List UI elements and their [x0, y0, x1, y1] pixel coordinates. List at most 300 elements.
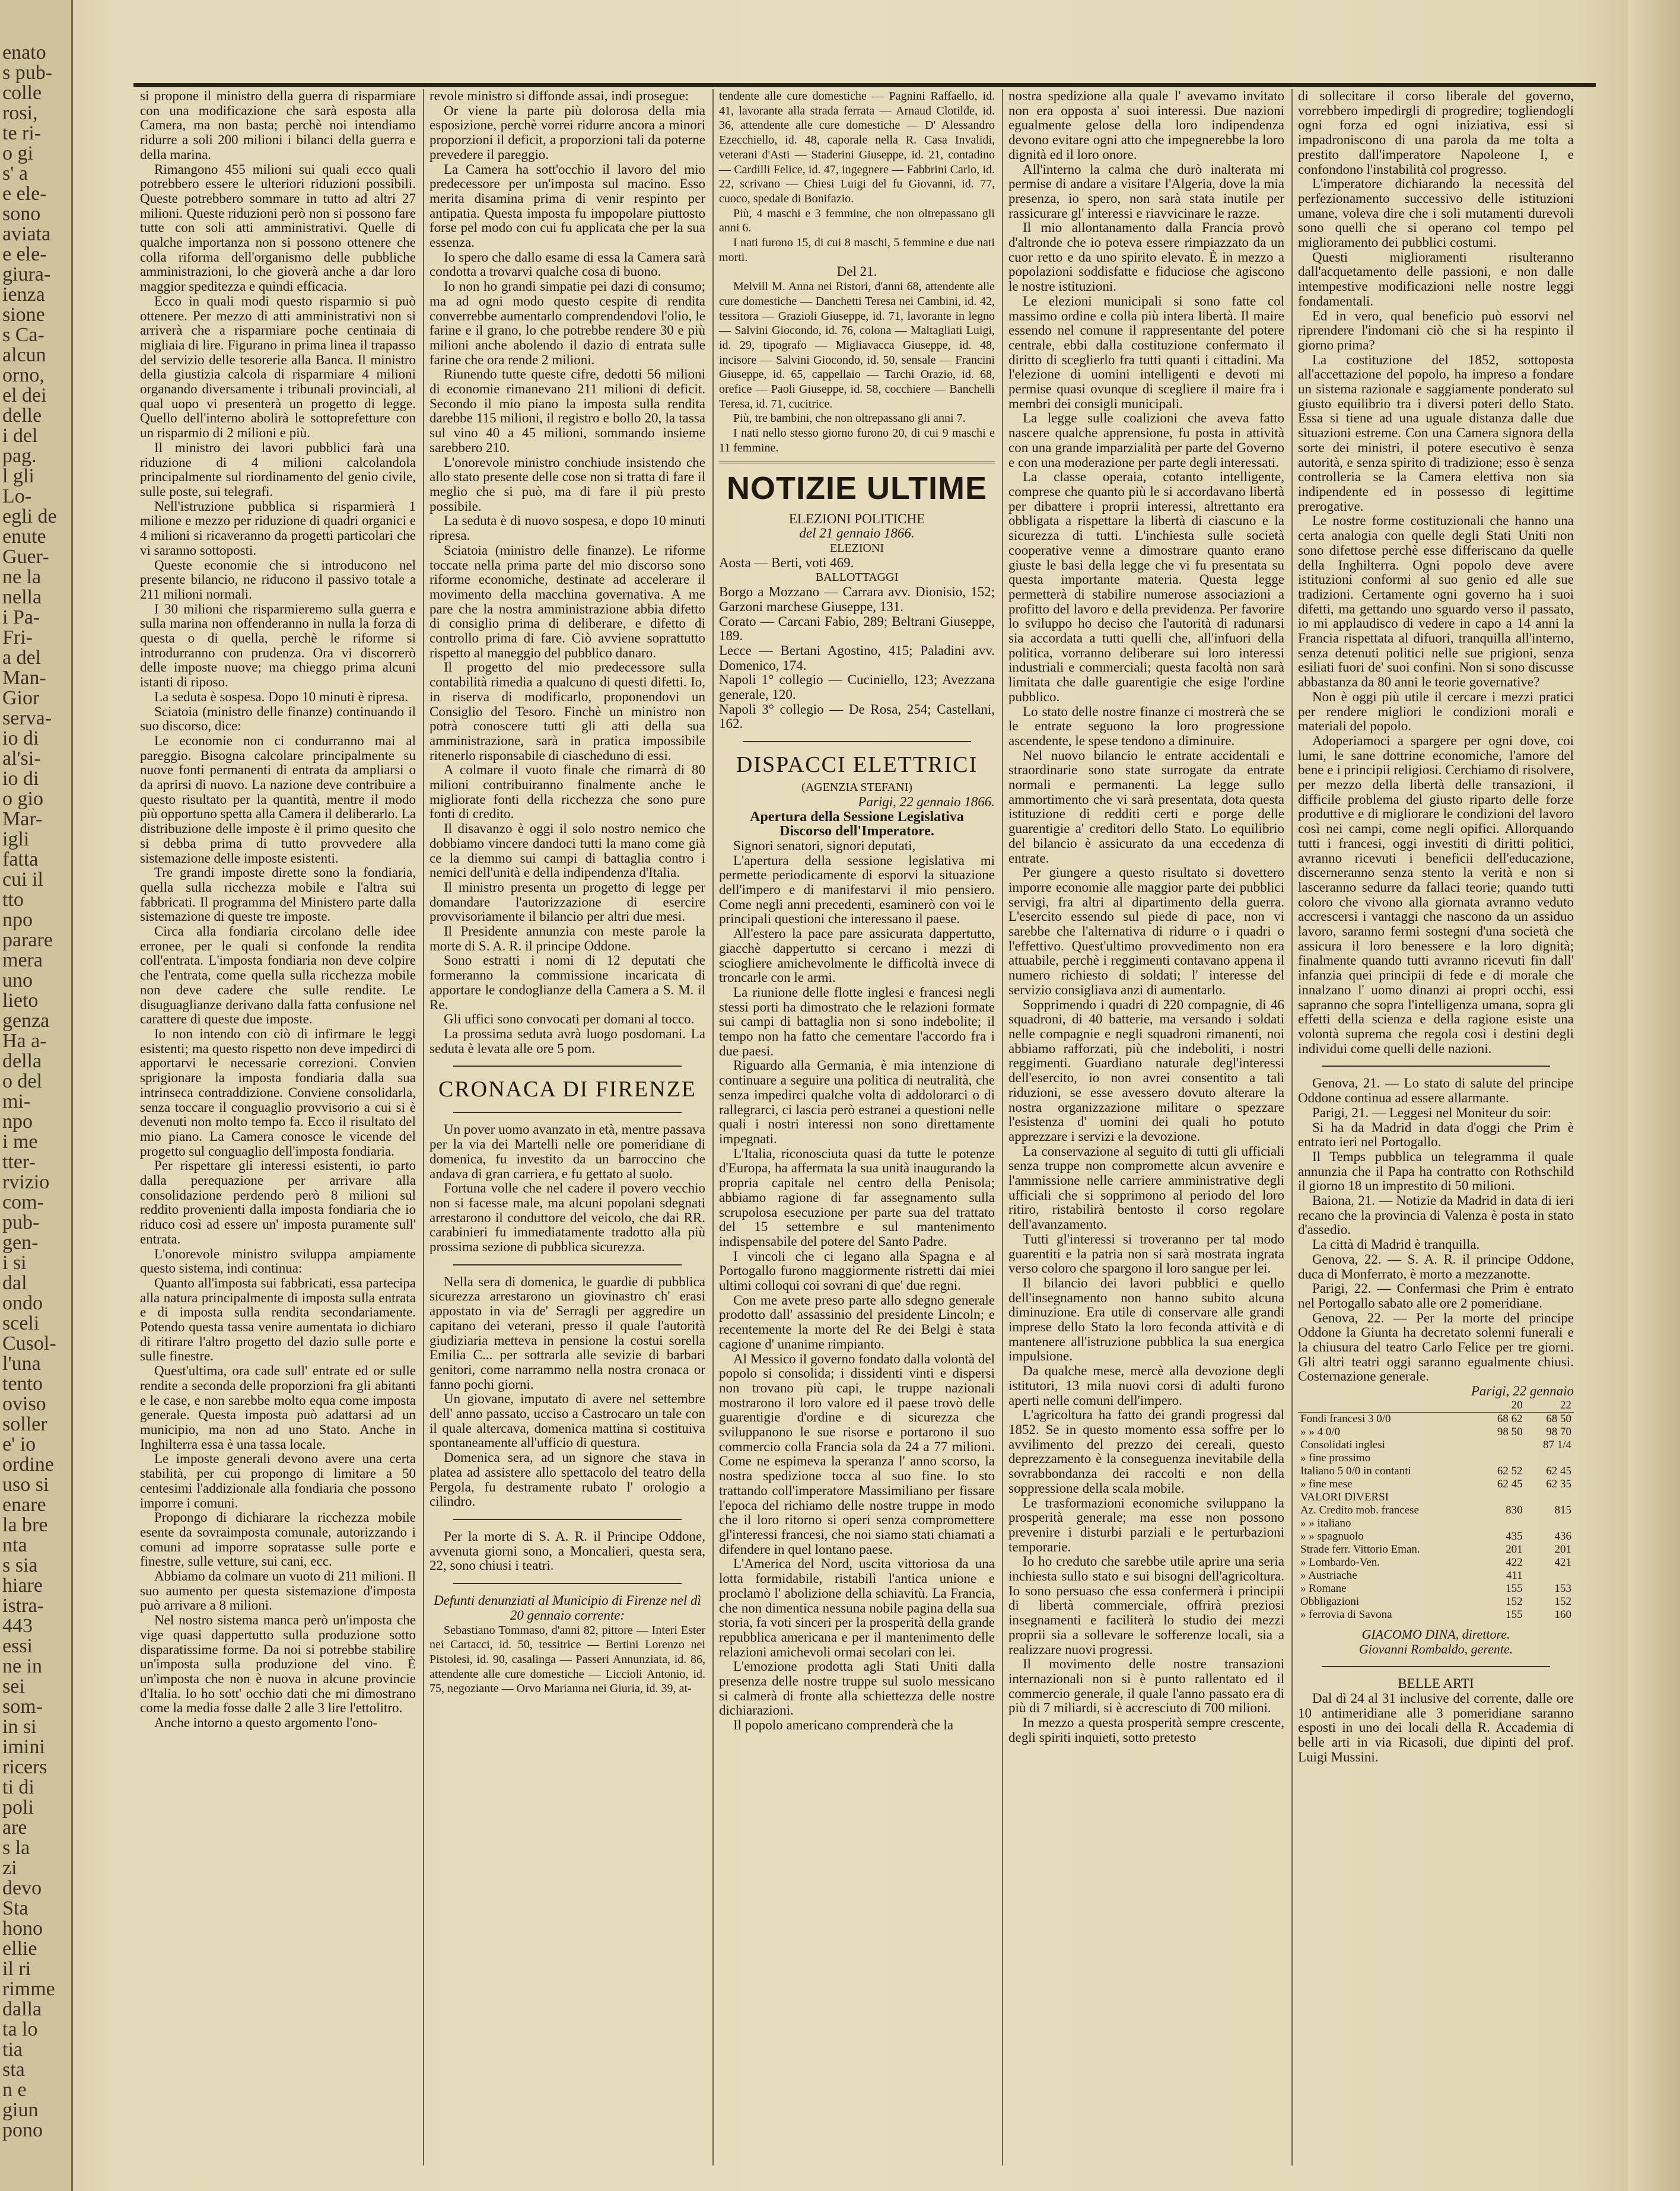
margin-fragment: Mar-: [2, 808, 43, 830]
margin-fragment: uso si: [2, 1474, 49, 1496]
centered-line: ELEZIONI POLITICHE: [788, 511, 925, 526]
table-cell: [1481, 1517, 1525, 1530]
paragraph: Io ho creduto che sarebbe utile aprire una seria inchiesta sullo stato e sui bisogni dell'agricoltura. Io sono persuaso che essa confermerà i principii di libertà commerciale, offrirà preziosi insegnamenti e faciliterà lo studio dei mezzi proprii sia a sollevare le sofferenze locali, sia a realizzare nuovi progressi.: [1008, 1554, 1284, 1657]
table-cell: 62 45: [1546, 1464, 1571, 1477]
margin-fragment: ti di: [2, 1776, 34, 1798]
paragraph: Baiona, 21. — Notizie da Madrid in data di ieri recano che la provincia di Valenza è posta in stato d'assedio.: [1298, 1193, 1574, 1238]
margin-fragment: i del: [2, 425, 38, 447]
margin-fragment: colle: [2, 82, 42, 104]
table-row: [1298, 1569, 1574, 1582]
margin-fragment: tter-: [2, 1151, 36, 1173]
margin-fragment: l gli: [2, 465, 34, 487]
paragraph: Più, 4 maschi e 3 femmine, che non oltrepassano gli anni 6.: [719, 206, 995, 235]
paragraph: Il bilancio dei lavori pubblici e quello dell'insegnamento non hanno subito alcuna diminuzione. Era utile di conservare alle grandi imprese dello Stato la loro feconda attività e di mantenere all'istruzione pubblica la sua energica impulsione.: [1008, 1275, 1284, 1364]
table-cell: » ferrovia di Savona: [1300, 1608, 1392, 1621]
table-cell: Obbligazioni: [1300, 1595, 1360, 1608]
paragraph: Più, tre bambini, che non oltrepassano gli anni 7.: [733, 412, 966, 425]
margin-fragment: pono: [2, 2119, 43, 2141]
margin-fragment: com-: [2, 1191, 44, 1213]
margin-fragment: della: [2, 1050, 42, 1072]
margin-fragment: 443: [2, 1615, 33, 1637]
margin-fragment: soller: [2, 1413, 47, 1435]
paragraph: Quanto all'imposta sui fabbricati, essa partecipa alla natura principalmente di imposta sulla entrata e di imposta sulla rendita secondariamente. Potendo questa tassa venire aumentata io dichiaro di ritirare l'altro progetto del dazio sulle porte e sulle finestre.: [140, 1275, 416, 1364]
margin-fragment: al'si-: [2, 748, 41, 769]
paragraph: Sopprimendo i quadri di 220 compagnie, di 46 squadroni, di 40 batterie, ma versando i soldati nelle compagnie e negli squadroni rimanenti, noi abbiamo rafforzati, più che indeboliti, i nostri reggimenti. Guardiano naturale degl'interessi dell'esercito, io non avrei consentito a tali riduzioni, se esse avessero dovuto alterare la nostra organizzazione militare o spezzare l'esistenza d' uomini dei quali ho potuto apprezzare i servizi e la devozione.: [1008, 997, 1284, 1144]
paragraph: La città di Madrid è tranquilla.: [1312, 1237, 1480, 1252]
table-row: [1298, 1517, 1574, 1530]
table-cell: 155: [1506, 1582, 1523, 1595]
margin-fragment: parare: [2, 929, 53, 951]
paragraph: Melvill M. Anna nei Ristori, d'anni 68, attendente alle cure domestiche — Danchetti Teresa nei Cambini, id. 42, tessitora — Grazioli Giuseppe, id. 71, lavorante in legno — Salvini Giocondo, id. 76, colona — Maltagliati Luigi, id. 29, tipografo — Migliavacca Giuseppe, id. 48, incisore — Salvini Giocondo, id. 50, sensale — Francini Giuseppe, id. 65, cappellaio — Tarchi Orazio, id. 68, orefice — Paoli Giuseppe, id. 58, cocchiere — Banchelli Teresa, id. 71, cucitrice.: [719, 280, 995, 411]
paragraph: L'agricoltura ha fatto dei grandi progressi dal 1852. Se in questo momento essa soffre per lo avvilimento del prezzo dei cereali, questo deprezzamento è la conseguenza inevitabile della sovrabbondanza dei raccolti e non della soppressione della scala mobile.: [1008, 1407, 1284, 1496]
table-header-cell: [1298, 1399, 1481, 1413]
margin-fragment: rimme: [2, 1978, 55, 2000]
paragraph: I nati nello stesso giorno furono 20, di cui 9 maschi e 11 femmine.: [719, 427, 995, 454]
paragraph: Un pover uomo avanzato in età, mentre passava per la via dei Martelli nelle ore pomeridiane di domenica, fu investito da un barroccino che andava di gran carriera, e fu gettato al suolo.: [429, 1122, 705, 1181]
table-cell: 98 70: [1546, 1425, 1571, 1438]
paragraph: Per rispettare gli interessi esistenti, io parto dalla perequazione per arrivare alla consolidazione perdendo però 8 milioni sul reddito provenienti dalla imposta fondiaria che io riduco così ad essere un' imposta puramente sull' entrata.: [140, 1158, 416, 1246]
paragraph: Aosta — Berti, voti 469.: [719, 555, 854, 570]
margin-fragment: hono: [2, 1917, 43, 1939]
paragraph: Or viene la parte più dolorosa della mia esposizione, perchè vorrei ridurre ancora a minori proporzioni il deficit, a proporzioni tali da poterne prevedere il pareggio.: [429, 103, 705, 162]
article-column-4: [1008, 89, 1284, 1745]
small-caption: ELEZIONI: [829, 541, 884, 555]
paragraph: Le imposte generali devono avere una certa stabilità, per cui propongo di limitare a 50 centesimi l'addizionale alla fondiaria che possono imporre i comuni.: [140, 1451, 416, 1511]
paragraph: Il ministro dei lavori pubblici farà una riduzione di 4 milioni calcolandola principalmente sul riordinamento del genio civile, sulle poste, sui telegrafi.: [140, 440, 416, 499]
paragraph: Io non ho grandi simpatie pei dazi di consumo; ma ad ogni modo questo cespite di rendita converrebbe aumentarlo comprendendovi l'olio, le farine e il grano, lo che potrebbe rendere 30 e più milioni anche abolendo il dazio di entrata sulle farine che ora rende 2 milioni.: [429, 279, 705, 367]
section-rule: [453, 1519, 682, 1520]
paragraph: Quest'ultima, ora cade sull' entrate ed or sulle rendite a seconda delle proporzioni fra gli abitanti e le case, e non sarebbe molto equa come imposta generale. Questa imposta può adattarsi ad un municipio, ma non ad uno Stato. Anche in Inghilterra essa è una tassa locale.: [140, 1363, 416, 1452]
paragraph: La riunione delle flotte inglesi e francesi negli stessi porti ha dimostrato che le relazioni formate sui campi di battaglia non si sono indebolite; il tempo non ha fatto che cementare l'accordo fra i due paesi.: [719, 984, 995, 1058]
table-row: [1298, 1543, 1574, 1556]
paragraph: Napoli 3° collegio — De Rosa, 254; Castellani, 162.: [719, 701, 995, 732]
paragraph: Sciatoia (ministro delle finanze). Le riforme toccate nella prima parte del mio discorso sono riforme economiche, destinate ad accelerare il movimento della macchina governativa. A me pare che la nostra amministrazione abbia difetto di consiglio prima di deliberare, e difetto di controllo prima di fare. Ciò avviene soprattutto rispetto al maneggio del pubblico danaro.: [429, 542, 705, 660]
table-cell: Strade ferr. Vittorio Eman.: [1300, 1543, 1420, 1556]
margin-fragment: devo: [2, 1877, 42, 1899]
margin-fragment: e ele-: [2, 183, 47, 205]
director-line: GIACOMO DINA, direttore.: [1361, 1626, 1510, 1642]
margin-fragment: pub-: [2, 1211, 40, 1233]
paragraph: All'interno la calma che durò inalterata mi permise di andare a visitare l'Algeria, dove la mia presenza, io spero, non sarà stata inutile per rassicurare gl' interessi e riavvicinare le razze.: [1008, 161, 1284, 221]
margin-fragment: are: [2, 1817, 27, 1839]
table-row: [1298, 1452, 1574, 1465]
paragraph: nostra spedizione alla quale l' avevamo invitato non era opposta a' suoi interessi. Due nazioni egualmente gelose della loro indipendenza devono evitare ogni atto che impegnerebbe la loro dignità ed il loro onore.: [1008, 88, 1284, 162]
margin-fragment: s' a: [2, 163, 28, 185]
table-cell: » Lombardo-Ven.: [1300, 1556, 1380, 1569]
margin-fragment: pag.: [2, 445, 37, 467]
editor-signature: [1298, 1627, 1574, 1656]
section-rule: [453, 1112, 682, 1113]
margin-fragment: zi: [2, 1857, 17, 1879]
paragraph: Il disavanzo è oggi il solo nostro nemico che dobbiamo vincere dandoci tutti la mano come già ce la diemmo sui campi di battaglia contro i nemici dell'unità e della indipendenza d'Italia.: [429, 821, 705, 880]
subheading: Apertura della Sessione Legislativa: [750, 809, 964, 825]
margin-fragment: io di: [2, 727, 39, 749]
table-header-row: [1298, 1399, 1574, 1413]
paragraph: Domenica sera, ad un signore che stava in platea ad assistere allo spettacolo del teatro della Pergola, fu destramente rubato l' orologio a cilindro.: [429, 1450, 705, 1509]
paragraph: tendente alle cure domestiche — Pagnini Raffaello, id. 41, lavorante alla strada ferrata — Arnaud Clotilde, id. 36, attendente alle cure domestiche — D' Alessandro Ezecchiello, id. 48, caporale nella R. Casa Invalidi, veterani d'Asti — Staderini Giuseppe, id. 21, contadino — Cardilli Felice, id. 47, ingegnere — Fabbrini Carlo, id. 22, scrivano — Chiesi Luigi del fu Giovanni, id. 77, cuoco, spedale di Bonifazio.: [719, 90, 995, 205]
paragraph: Sciatoia (ministro delle finanze) continuando il suo discorso, dice:: [140, 704, 416, 734]
margin-fragment: te ri-: [2, 122, 42, 144]
table-cell: 201: [1506, 1543, 1523, 1556]
paragraph: Per la morte di S. A. R. il Principe Oddone, avvenuta giorni sono, a Moncalieri, questa sera, 22, sono chiusi i teatri.: [429, 1528, 705, 1573]
manager-line: Giovanni Rombaldo, gerente.: [1358, 1641, 1513, 1656]
paragraph: Corato — Carcani Fabio, 289; Beltrani Giuseppe, 189.: [719, 613, 995, 644]
table-cell: [1481, 1452, 1525, 1465]
paragraph: Napoli 1° collegio — Cuciniello, 123; Avezzana generale, 120.: [719, 672, 995, 702]
table-cell: 62 52: [1497, 1464, 1523, 1477]
margin-fragment: oviso: [2, 1393, 46, 1415]
table-cell: 62 35: [1546, 1477, 1571, 1490]
subheading: Discorso dell'Imperatore.: [779, 823, 934, 839]
margin-fragment: enute: [2, 526, 46, 548]
table-row: [1298, 1582, 1574, 1595]
margin-fragment: Sta: [2, 1897, 28, 1919]
margin-fragment: Cusol-: [2, 1333, 56, 1354]
paragraph: di sollecitare il corso liberale del governo, vorrebbero impedirgli di progredire; togliendogli ogni forza ed ogni iniziativa, essi si impadroniscono di una parola da me tolta a prestito dall'imperatore Napoleone I, e confondono l'instabilità col progresso.: [1298, 88, 1574, 177]
section-rule: [453, 1066, 682, 1067]
column-divider: [423, 89, 424, 2165]
margin-fragment: rvizio: [2, 1171, 50, 1193]
table-cell: 422: [1506, 1556, 1523, 1569]
margin-fragment: il ri: [2, 1958, 31, 1980]
paragraph: L'Italia, riconosciuta quasi da tutte le potenze d'Europa, ha affermata la sua unità inaugurando la propria capitale nel centro della Penisola; abbiamo ragione di far assegnamento sulla scrupolosa esecuzione per parte sua del trattato del 15 settembre e sul mantenimento indispensabile del potere del Santo Padre.: [719, 1146, 995, 1249]
paragraph: Un giovane, imputato di avere nel settembre dell' anno passato, ucciso a Castrocaro un tale con il quale altercava, domenica mattina si costituiva spontaneamente all'ufficio di questura.: [429, 1391, 705, 1451]
margin-fragment: ienza: [2, 284, 45, 306]
paragraph: Il movimento delle nostre transazioni internazionali non si è punto rallentato ed il commercio generale, il quale l'anno passato era di più di 7 miliardi, si è accresciuto di 700 milioni.: [1008, 1656, 1284, 1716]
paragraph: Abbiamo da colmare un vuoto di 211 milioni. Il suo aumento per questa sistemazione d'imposta può arrivare a 8 milioni.: [140, 1569, 416, 1613]
table-cell: » fine prossimo: [1300, 1451, 1371, 1464]
paragraph: Queste economie che si introducono nel presente bilancio, ne riducono il passivo totale a 211 milioni normali.: [140, 557, 416, 602]
paragraph: Borgo a Mozzano — Carrara avv. Dionisio, 152; Garzoni marchese Giuseppe, 131.: [719, 584, 995, 614]
margin-fragment: npo: [2, 909, 33, 931]
margin-fragment: o gio: [2, 788, 43, 810]
paragraph: L'emozione prodotta agli Stati Uniti dalla presenza delle nostre truppe sul suolo messicano si calmerà di fronte alla schiettezza delle nostre dichiarazioni.: [719, 1659, 995, 1718]
table-cell: [1481, 1439, 1525, 1452]
table-cell: 153: [1554, 1582, 1571, 1595]
paragraph: Parigi, 22. — Confermasi che Prim è entrato nel Portogallo sabato alle ore 2 pomeridiane.: [1298, 1281, 1574, 1311]
margin-fragment: e' io: [2, 1433, 36, 1455]
table-row: [1298, 1491, 1574, 1504]
margin-fragment: i si: [2, 1252, 27, 1274]
margin-fragment: sceli: [2, 1312, 40, 1334]
margin-fragment: o gi: [2, 142, 33, 164]
paragraph: La conservazione al seguito di tutti gli ufficiali senza truppe non compromette alcun avvenire e l'ammissione nelle carriere amministrative degli ufficiali che si sopprimono al periodo del loro ritiro, ristabilirà bentosto il corso regolare dell'avanzamento.: [1008, 1143, 1284, 1232]
paragraph: Parigi, 21. — Leggesi nel Moniteur du soir:: [1312, 1105, 1552, 1120]
table-header-cell: 20: [1481, 1399, 1525, 1413]
table-row: [1298, 1426, 1574, 1439]
paragraph: si propone il ministro della guerra di risparmiare con una modificazione che sarà esposta alla Camera, ma non basta; perchè noi intendiamo ridurre a soli 200 milioni i bilanci della guerra e della marina.: [140, 88, 416, 162]
margin-fragment: fatta: [2, 848, 39, 870]
table-cell: 68 62: [1497, 1412, 1523, 1425]
paragraph: Con me avete preso parte allo sdegno generale prodotto dall' assassinio del presidente Lincoln; e recentemente la morte del Re dei Belgi è stata cagione d' unanime rimpianto.: [719, 1292, 995, 1352]
paragraph: I vincoli che ci legano alla Spagna e al Portogallo furono maggiormente ristretti dai miei ultimi colloqui coi sovrani di que' due regni.: [719, 1248, 995, 1293]
margin-fragment: serva-: [2, 707, 52, 729]
paragraph: Nell'istruzione pubblica si risparmierà 1 milione e mezzo per riduzione di quadri organici e 4 milioni si ricaveranno da progetti particolari che vi saranno sottoposti.: [140, 498, 416, 558]
paragraph: Le economie non ci condurranno mai al pareggio. Bisogna calcolare principalmente su nuove fonti permanenti di entrata da ampliarsi o da aprirsi di nuovo. La nazione deve contribuire a questo risultato per la quantità, mentre il modo più opportuno spetta alla Camera il deliberarlo. La distribuzione delle imposte è il primo quesito che si debba prima di tutto provvedere alla sistemazione delle imposte esistenti.: [140, 733, 416, 866]
paragraph: Riunendo tutte queste cifre, dedotti 56 milioni di economie rimanevano 211 milioni di deficit. Secondo il mio piano la imposta sulla rendita darebbe 115 milioni, il registro e bollo 20, la tassa sul vino 40 a 45 milioni, sommando insieme sarebbero 210.: [429, 367, 705, 455]
margin-fragment: hiare: [2, 1575, 43, 1597]
table-cell: 421: [1554, 1556, 1571, 1569]
table-cell: 68 50: [1546, 1412, 1571, 1425]
article-column-1: [140, 89, 416, 1731]
section-heading: NOTIZIE ULTIME: [727, 470, 987, 506]
paragraph: Fortuna volle che nel cadere il povero vecchio non si facesse male, ma alcuni popolani sdegnati arrestarono il conduttore del veicolo, che dai RR. carabinieri fu immediatamente tradotto alla più prossima sezione di pubblica sicurezza.: [429, 1181, 705, 1255]
margin-fragment: mera: [2, 949, 43, 971]
margin-fragment: enato: [2, 42, 46, 63]
margin-fragment: ne la: [2, 566, 42, 588]
paragraph: La classe operaia, cotanto intelligente, comprese che quanto più le si accordavano libertà per dibattere i proprii interessi, altrettanto era obbligata a rispettare la libertà di ciascuno e la sicurezza di tutti. L'inchiesta sulle società cooperative venne a dimostrare quanto erano giuste le basi della legge che vi fu presentata su questa importante materia. Questa legge permetterà di stabilire numerose associazioni a profitto del lavoro e della previdenza. Per favorire lo sviluppo ho deciso che l'autorità di radunarsi sia accordata a tutti quelli che, all'infuori della politica, vorranno deliberare sui loro interessi industriali e commerciali; questa facoltà non sarà limitata che dalle guarentigie che esige l'ordine pubblico.: [1008, 469, 1284, 704]
paragraph: Io spero che dallo esame di essa la Camera sarà condotta a trovarvi qualche cosa di buono.: [429, 249, 705, 279]
paragraph: Gli uffici sono convocati per domani al tocco.: [444, 1012, 695, 1027]
table-row: [1298, 1478, 1574, 1491]
paragraph: Dal dì 24 al 31 inclusive del corrente, dalle ore 10 antimeridiane alle 3 pomeridiane saranno esposti in uno dei locali della R. Accademia di belle arti in via Ricasoli, due dipinti del prof. Luigi Mussini.: [1298, 1690, 1574, 1764]
table-cell: [1525, 1517, 1574, 1530]
paragraph: Lo stato delle nostre finanze ci mostrerà che se le entrate seguono la loro progressione ascendente, le spese tendono a diminuire.: [1008, 704, 1284, 748]
paragraph: Le trasformazioni economiche sviluppano la prosperità generale; ma esse non possono prevenire i disturbi parziali e le perturbazioni temporarie.: [1008, 1495, 1284, 1554]
margin-fragment: cui il: [2, 869, 43, 891]
section-rule: [1322, 1066, 1550, 1067]
margin-fragment: Guer-: [2, 546, 49, 568]
margin-fragment: orno,: [2, 364, 44, 386]
table-cell: VALORI DIVERSI: [1300, 1490, 1389, 1503]
table-row: [1298, 1530, 1574, 1543]
table-cell: 160: [1554, 1608, 1571, 1621]
small-caption: BALLOTTAGGI: [815, 571, 899, 584]
paragraph: La legge sulle coalizioni che aveva fatto nascere qualche apprensione, fu posta in attività con una grande imparzialità per parte del Governo e con una moderazione per parte degli interessati.: [1008, 411, 1284, 470]
margin-fragment: poli: [2, 1796, 34, 1818]
table-row: [1298, 1439, 1574, 1452]
paragraph: L'America del Nord, uscita vittoriosa da una lotta formidabile, ristabilì l'antica unione e proclamò l' abolizione della schiavitù. La Francia, che non dimentica nessuna nobile pagina della sua storia, fa voti sinceri per la prosperità della grande repubblica americana e per il mantenimento delle relazioni amichevoli ormai secolari con lei.: [719, 1556, 995, 1659]
paragraph: A colmare il vuoto finale che rimarrà di 80 milioni contribuiranno finalmente anche le migliorate fonti della ricchezza che sono pure fonti di credito.: [429, 762, 705, 822]
paragraph: In mezzo a questa prosperità sempre crescente, degli spiriti inquieti, sotto pretesto: [1008, 1715, 1284, 1745]
paragraph: Io non intendo con ciò di infirmare le leggi esistenti; ma questo rispetto non deve impedirci di apportarvi le necessarie correzioni. Convien sprigionare la imposta fondiaria dalla sua intrinseca contraddizione. Conviene consolidarla, senza toccare il conguaglio provvisorio a cui si è devenuti non molto tempo fa. Ecco il risultato del mio piano. La Camera conosce le vicende del progetto sul conguaglio dell'imposta fondiaria.: [140, 1026, 416, 1159]
margin-fragment: uno: [2, 969, 33, 991]
margin-fragment: ta lo: [2, 2018, 38, 2040]
small-caption: (AGENZIA STEFANI): [801, 781, 912, 794]
table-cell: [1525, 1569, 1574, 1582]
table-cell: Consolidati inglesi: [1300, 1438, 1386, 1451]
table-row: [1298, 1412, 1574, 1426]
section-heading: CRONACA DI FIRENZE: [438, 1077, 697, 1102]
paragraph: Si ha da Madrid in data d'oggi che Prim è entrato ieri nel Portogallo.: [1298, 1120, 1574, 1150]
margin-fragment: el dei: [2, 384, 47, 406]
paragraph: revole ministro si diffonde assai, indi prosegue:: [429, 88, 689, 103]
table-header-cell: 22: [1525, 1399, 1574, 1413]
table-cell: 411: [1506, 1569, 1523, 1582]
table-cell: 152: [1554, 1595, 1571, 1608]
margin-fragment: ellie: [2, 1938, 37, 1960]
margin-fragment: s Ca-: [2, 324, 44, 346]
dateline: Parigi, 22 gennaio: [1471, 1384, 1574, 1399]
paragraph: L'onorevole ministro conchiude insistendo che allo stato presente delle cose non si tratta di fare il meglio che si può, ma di fare il più presto possibile.: [429, 454, 705, 514]
table-row: [1298, 1504, 1574, 1517]
article-column-2: [429, 89, 705, 1696]
column-divider: [1002, 89, 1003, 2165]
margin-fragment: giura-: [2, 263, 51, 285]
margin-fragment: dal: [2, 1272, 27, 1294]
table-cell: 436: [1554, 1529, 1571, 1543]
dateline: Parigi, 22 gennaio 1866.: [858, 794, 995, 809]
column-divider: [712, 89, 714, 2165]
paragraph: L'onorevole ministro sviluppa ampiamente questo sistema, indi continua:: [140, 1246, 416, 1276]
margin-fragment: imini: [2, 1736, 45, 1758]
margin-fragment: enare: [2, 1494, 46, 1516]
table-cell: 830: [1506, 1503, 1523, 1516]
page-edge: [1628, 0, 1680, 2191]
margin-fragment: tento: [2, 1373, 43, 1395]
table-cell: 87 1/4: [1542, 1438, 1571, 1451]
table-cell: » » 4 0/0: [1300, 1425, 1341, 1438]
paragraph: La prossima seduta avrà luogo posdomani. La seduta è levata alle ore 5 pom.: [429, 1026, 705, 1056]
paragraph: Sono estratti i nomi di 12 deputati che formeranno la commissione incaricata di apportare le condoglianze della Camera a S. M. il Re.: [429, 953, 705, 1012]
paragraph: Il Presidente annunzia con meste parole la morte di S. A. R. il principe Oddone.: [429, 924, 705, 953]
paragraph: La costituzione del 1852, sottoposta all'accettazione del popolo, ha impreso a fondare un sistema razionale e saggiamente ponderato sul giusto equilibrio tra i diversi poteri dello Stato. Essa si tiene ad una uguale distanza dalle due situazioni estreme. Con una Camera signora della sorte dei ministri, il potere esecutivo è senza autorità, e senza spirito di tradizione; esso è senza controlleria se la Camera elettiva non sia indipendente ed in possesso di legittime prerogative.: [1298, 352, 1574, 514]
paragraph: All'estero la pace pare assicurata dappertutto, giacchè dappertutto si cercano i mezzi di sciogliere amichevolmente le difficoltà invece di troncarle con le armi.: [719, 926, 995, 985]
paragraph: Il mio allontanamento dalla Francia provò d'altronde che io poteva essere rimpiazzato da un cuor retto e da uno spirito elevato. È in mezzo a popolazioni soddisfatte e fiduciose che agiscono le nostre istituzioni.: [1008, 220, 1284, 294]
margin-fragment: essi: [2, 1635, 33, 1657]
margin-fragment: nella: [2, 586, 42, 608]
paragraph: Sebastiano Tommaso, d'anni 82, pittore — Interi Ester nei Cartacci, id. 50, tessitrice — Bertini Lorenzo nei Pistolesi, id. 90, casalinga — Passeri Annunziata, id. 86, attendente alle cure domestiche — Liccioli Antonio, id. 75, negoziante — Orvo Marianna nei Giuria, id. 39, at-: [429, 1623, 705, 1696]
paragraph: Il progetto del mio predecessore sulla contabilità rimedia a qualcuno di questi difetti. Io, in riserva di modificarlo, proponendovi un Consiglio del Tesoro. Finchè un ministro non potrà conoscere tutti gli atti della sua amministrazione, sarà in pratica impossibile ritenerlo risponsabile di ciascheduno di essi.: [429, 660, 705, 763]
margin-fragment: o del: [2, 1070, 43, 1092]
adjacent-page-margin: [0, 0, 73, 2191]
centered-line: del 21 gennaio 1866.: [799, 526, 915, 541]
section-rule: [453, 1264, 682, 1265]
double-rule: [719, 462, 995, 463]
article-column-5: [1298, 89, 1574, 1765]
column-divider: [1291, 89, 1293, 2165]
paragraph: Adoperiamoci a spargere per ogni dove, coi lumi, le sane dottrine economiche, l'amore del bene e i principii religiosi. Cerchiamo di risolvere, per mezzo della libertà delle transazioni, il difficile problema del giusto riparto delle forze produttive e di migliorare le condizioni del lavoro così nei campi, come negli opifici. Allorquando tutti i francesi, oggi investiti di diritti politici, avranno ricevuti i beneficii dell'educazione, discerneranno senza stento la verità e non si lasceranno sedurre da fallaci teorie; quando tutti coloro che vivono alla giornata avranno veduto accrescersi i vantaggi che nascono da un assiduo lavoro, saranno fermi sostegni d'una società che assicura il loro benessere e la loro dignità; finalmente quando tutti avranno ricevuti fin dall' infanzia quei principii di fede e di morale che innalzano l' uomo dinanzi ai propri occhi, essi sapranno che sopra l'intelligenza umana, sopra gli effetti della scienza e della ragione esiste una volontà suprema che regola così i destini degli individui come quelli delle nazioni.: [1298, 733, 1574, 1056]
paragraph: La Camera ha sott'occhio il lavoro del mio predecessore per un'imposta sul macino. Esso merita disamina prima di venir respinto per antipatia. Questa imposta fu impopolare piuttosto forse pel modo con cui fu applicata che per la sua essenza.: [429, 161, 705, 250]
paragraph: Rimangono 455 milioni sui quali ecco quali potrebbero essere le ulteriori riduzioni possibili. Queste potrebbero sommare in tutto ad altri 27 milioni. Queste riduzioni però non si possono fare tutte con soli atti amministrativi. Quelle di qualche importanza non si possono ottenere che colla riforma dell'organismo delle pubbliche amministrazioni, lo che gioverà anche a dar loro maggior speditezza e quindi efficacia.: [140, 161, 416, 294]
paragraph: Nel nuovo bilancio le entrate accidentali e straordinarie sono state surrogate da entrate normali e permanenti. La legge sullo ammortimento che vi sarà presentata, dota questa istituzione di redditi certi e porge delle guarentigie a' creditori dello Stato. Lo equilibrio del bilancio è assicurato da una eccedenza di entrate.: [1008, 748, 1284, 866]
margin-fragment: sione: [2, 304, 45, 326]
margin-fragment: nta: [2, 1534, 27, 1556]
paragraph: I nati furono 15, di cui 8 maschi, 5 femmine e due nati morti.: [719, 236, 995, 264]
table-row: [1298, 1608, 1574, 1621]
section-heading: DISPACCI ELETTRICI: [736, 752, 978, 778]
paragraph: L'imperatore dichiarando la necessità del perfezionamento successivo delle istituzioni umane, voleva dire che i soli mutamenti durevoli sono quelli che si operano col tempo pel miglioramento dei pubblici costumi.: [1298, 176, 1574, 250]
centered-line: Del 21.: [836, 264, 877, 279]
paragraph: Al Messico il governo fondato dalla volontà del popolo si consolida; i dissidenti vinti e dispersi non trovano più capi, le truppe nazionali mostrarono il loro valore ed il paese trovò delle guarentigie d'ordine e di sicurezza che sviluppanono le sue risorse e portarono il suo commercio colla Francia sola da 24 a 77 milioni. Come ne espimeva la speranza l' anno scorso, la nostra spedizione tocca al suo fine. Io sto trattando coll'imperatore Massimiliano per fissare l'epoca del richiamo delle nostre truppe in modo che il loro ritorno si operi senza compromettere gl'interessi francesi, che noi siamo stati chiamati a difendere in quel lontano paese.: [719, 1351, 995, 1557]
paragraph: Lecce — Bertani Agostino, 415; Paladini avv. Domenico, 174.: [719, 643, 995, 673]
margin-fragment: sono: [2, 203, 41, 225]
table-cell: 152: [1506, 1595, 1523, 1608]
margin-fragment: mi-: [2, 1090, 31, 1112]
paragraph: Le elezioni municipali si sono fatte col massimo ordine e colla più intera libertà. Il maire essendo nel comune il rappresentante del potere centrale, ebbi dalla costituzione confermato il diritto di sceglierlo fra tutti quanti i cittadini. Ma l'elezione di uomini intelligenti e devoti mi permise quasi ovunque di scegliere il maire fra i membri dei consigli municipali.: [1008, 293, 1284, 411]
table-cell: Italiano 5 0/0 in contanti: [1300, 1464, 1411, 1477]
paragraph: Il ministro presenta un progetto di legge per domandare l'autorizzazione di esercire provvisoriamente il bilancio per altri due mesi.: [429, 879, 705, 924]
margin-fragment: a del: [2, 647, 42, 669]
subheading: Defunti denunziati al Municipio di Firenze nel dì 20 gennaio corrente:: [434, 1593, 701, 1623]
article-column-3: [719, 89, 995, 1733]
margin-fragment: delle: [2, 405, 42, 427]
paragraph: Propongo di dichiarare la ricchezza mobile esente da sovraimposta comunale, autorizzando i comuni ad imporre sopratasse sulle porte e finestre, sulle vetture, sui cani, ecc.: [140, 1510, 416, 1569]
margin-fragment: in si: [2, 1716, 37, 1738]
margin-fragment: sta: [2, 2059, 25, 2081]
margin-fragment: gen-: [2, 1232, 39, 1254]
table-row: [1298, 1556, 1574, 1569]
margin-fragment: s pub-: [2, 62, 53, 84]
paragraph: Ecco in quali modi questo risparmio si può ottenere. Per mezzo di atti amministrativi non si arriverà che a risparmiare poche centinaia di migliaia di lire. Figurano in prima linea il trapasso del servizio delle tesorerie alla Banca. Il ministro della giustizia calcola di risparmiare 4 milioni organando diversamente i tribunali provinciali, al qual uopo vi presenterà un progetto di legge. Quello dell'interno abolirà le sottoprefetture con un risparmio di 2 milioni e più.: [140, 293, 416, 441]
paragraph: Da qualche mese, mercè alla devozione degli istitutori, 13 mila nuovi corsi di adulti furono aperti nelle comuni dell'impero.: [1008, 1363, 1284, 1408]
table-cell: Az. Credito mob. francese: [1300, 1503, 1419, 1516]
margin-fragment: e ele-: [2, 243, 47, 265]
table-cell: [1481, 1491, 1525, 1504]
margin-fragment: sei: [2, 1675, 25, 1697]
margin-fragment: ne in: [2, 1655, 43, 1677]
margin-fragment: s sia: [2, 1554, 38, 1576]
section-rule: [1322, 1666, 1550, 1667]
margin-fragment: s la: [2, 1837, 30, 1859]
table-cell: 815: [1554, 1503, 1571, 1516]
paragraph: Genova, 22. — Per la morte del principe Oddone la Giunta ha decretato solenni funerali e la chiusura del teatro Carlo Felice per tre giorni. Gli altri teatri oggi saranno egualmente chiusi. Costernazione generale.: [1298, 1310, 1574, 1384]
margin-fragment: alcun: [2, 344, 46, 366]
margin-fragment: i me: [2, 1131, 38, 1153]
paragraph: Genova, 22. — S. A. R. il principe Oddone, duca di Monferrato, è morto a mezzanotte.: [1298, 1251, 1574, 1281]
margin-fragment: som-: [2, 1696, 43, 1718]
paragraph: La seduta è di nuovo sospesa, e dopo 10 minuti ripresa.: [429, 513, 705, 543]
margin-fragment: ricers: [2, 1756, 47, 1778]
paragraph: Le nostre forme costituzionali che hanno una certa analogia con quelle degli Stati Uniti non sono difettose perchè esse differiscano da quelle della Inghilterra. Ogni popolo deve avere istituzioni conformi al suo genio ed alle sue tradizioni. Certamente ogni governo ha i suoi difetti, ma gettando uno sguardo verso il passato, io mi applaudisco di vedere in capo a 14 anni la Francia rispettata al difuori, tranquilla all'interno, senza detenuti politici nelle sue prigioni, senza esiliati fuori de' suoi confini. Non si sono discusse abbastanza da 80 anni le teorie governative?: [1298, 513, 1574, 690]
margin-fragment: ordine: [2, 1454, 54, 1475]
margin-fragment: npo: [2, 1111, 33, 1133]
table-cell: » » italiano: [1300, 1516, 1351, 1529]
margin-fragment: tia: [2, 2039, 23, 2060]
paragraph: Il popolo americano comprenderà che la: [733, 1718, 954, 1733]
paragraph: Il Temps pubblica un telegramma il quale annunzia che il Papa ha contratto con Rothschild il giorno 18 un imprestito di 50 milioni.: [1298, 1149, 1574, 1194]
table-cell: 62 45: [1497, 1477, 1523, 1490]
paragraph: Riguardo alla Germania, è mia intenzione di continuare a seguire una politica di neutralità, che senza impedirci qualche volta di addolorarci o di rallegrarci, ci lascia però estranei a questioni nelle quali i nostri interessi non sono direttamente impegnati.: [719, 1058, 995, 1146]
table-cell: [1525, 1452, 1574, 1465]
paragraph: Circa alla fondiaria circolano delle idee erronee, per le quali si confonde la rendita coll'entrata. L'imposta fondiaria non deve colpire che l'entrata, come quella sulla ricchezza mobile non deve cadere che sulle rendite. Le disuguaglianze derivano dalla fatta confusione nel carattere di queste due imposte.: [140, 924, 416, 1027]
paragraph: Genova, 21. — Lo stato di salute del principe Oddone continua ad essere allarmante.: [1298, 1076, 1574, 1106]
margin-fragment: l'una: [2, 1353, 41, 1375]
margin-fragment: i Pa-: [2, 606, 40, 628]
paragraph: Tutti gl'interessi si troveranno per tal modo guarentiti e la patria non si sarà mostrata ingrata verso coloro che spargono il loro sangue per lei.: [1008, 1231, 1284, 1276]
paragraph: Anche intorno a questo argomento l'ono-: [154, 1715, 378, 1731]
paragraph: Nel nostro sistema manca però un'imposta che vige quasi dappertutto sulla produzione sotto disparatissime forme. Da noi si potrebbe stabilire un'imposta sulla produzione del vino. È un'imposta che non è nuova in alcune provincie d'Italia. Io ho sott' occhio dati che mi dimostrano come la media fosse dalle 2 alle 3 lire l'ettolitro.: [140, 1613, 416, 1716]
paragraph: I 30 milioni che risparmieremo sulla guerra e sulla marina non offenderanno in nulla la forza di questa o di quella, perchè le riforme si introdurranno con prudenza. Ora vi discorrerò delle imposte nuove; ma chieggo prima alcuni istanti di riposo.: [140, 601, 416, 690]
margin-fragment: Fri-: [2, 627, 33, 648]
table-row: [1298, 1465, 1574, 1478]
section-rule: [743, 741, 971, 742]
margin-fragment: igli: [2, 828, 30, 850]
margin-fragment: Gior: [2, 687, 40, 709]
margin-fragment: rosi,: [2, 102, 38, 124]
table-cell: 155: [1506, 1608, 1523, 1621]
margin-fragment: Man-: [2, 667, 46, 689]
paragraph: Questi miglioramenti risulteranno dall'acquetamento delle passioni, e non dalle intempestive modificazioni nelle nostre leggi fondamentali.: [1298, 249, 1574, 309]
table-cell: » » spagnuolo: [1300, 1529, 1364, 1543]
table-row: [1298, 1595, 1574, 1608]
table-cell: » fine mese: [1300, 1477, 1353, 1490]
margin-fragment: n e: [2, 2079, 27, 2101]
table-cell: 435: [1506, 1529, 1523, 1543]
margin-fragment: la bre: [2, 1514, 48, 1536]
table-cell: Fondi francesi 3 0/0: [1300, 1412, 1391, 1425]
paragraph: Ed in vero, qual beneficio può essorvi nel riprendere l'indomani ciò che si ha respinto il giorno prima?: [1298, 308, 1574, 352]
margin-fragment: dalla: [2, 1998, 42, 2020]
margin-fragment: io di: [2, 768, 39, 790]
margin-fragment: Ha a-: [2, 1030, 47, 1052]
paragraph: Per giungere a questo risultato si dovettero imporre economie alle maggior parte dei pubblici servigi, fra altri al dipartimento della guerra. L'esercito essendo sul piede di pace, non vi sarebbe che l'alternativa di ridurre o i quadri o l'effettivo. Quest'ultimo provvedimento non era attuabile, perchè i reggimenti contavano appena il numero richiesto di soldati; l' interesse del servizio consigliava anzi di aumentarlo.: [1008, 865, 1284, 997]
top-rule: [133, 83, 1596, 87]
paragraph: Signori senatori, signori deputati,: [733, 838, 916, 853]
margin-fragment: giun: [2, 2099, 39, 2121]
margin-fragment: lieto: [2, 990, 39, 1012]
table-cell: » Austriache: [1300, 1569, 1357, 1582]
